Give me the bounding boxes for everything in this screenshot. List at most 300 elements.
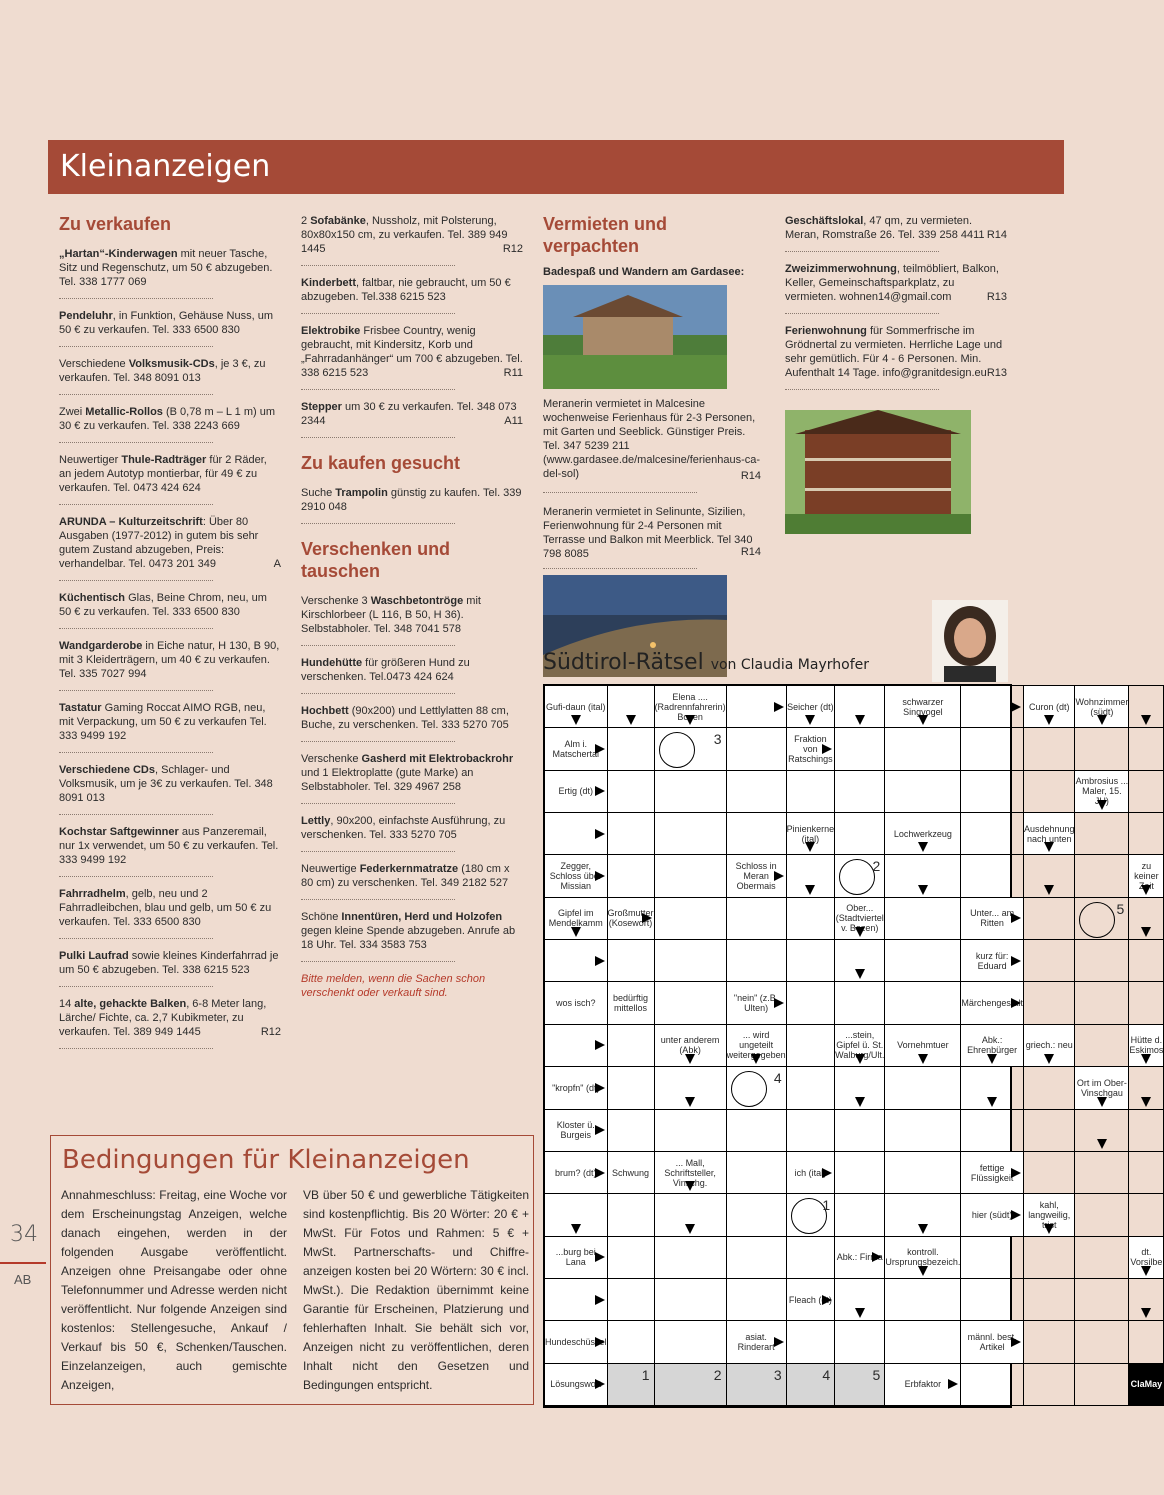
clue-text: ...burg bei Lana [555, 1247, 596, 1268]
crossword-cell[interactable] [1074, 1320, 1129, 1363]
solution-index: 5 [1116, 900, 1125, 917]
column-vermieten [543, 213, 761, 677]
arrow-icon [1011, 1168, 1021, 1178]
clue-text: dt. Vorsilbe [1130, 1247, 1163, 1268]
arrow-icon [855, 927, 865, 937]
ad-bold: Ferienwohnung [785, 325, 867, 337]
crossword-cell[interactable] [654, 770, 727, 813]
crossword-cell[interactable] [654, 1278, 727, 1321]
clue-text: Märchengestalt [961, 998, 1023, 1009]
solution-number: 1 [641, 1366, 650, 1383]
crossword-clue [834, 897, 885, 940]
crossword-cell[interactable] [786, 939, 836, 982]
crossword-cell[interactable] [834, 1363, 885, 1406]
clue-text: wos isch? [556, 998, 596, 1009]
arrow-icon [685, 1054, 695, 1064]
crossword-clue [960, 1193, 1024, 1236]
crossword-cell[interactable] [960, 1109, 1024, 1152]
arrow-icon [1141, 1308, 1151, 1318]
clue-text: zu keiner Zeit [1134, 861, 1159, 892]
crossword-cell[interactable] [654, 981, 727, 1024]
ad-item: Kochstar Saftgewinner aus Panzeremail, nur 1x verwendet, um 50 € zu verkaufen. Tel. 333 9499 192 [59, 825, 281, 877]
crossword-cell[interactable] [1023, 770, 1076, 813]
arrow-icon [642, 913, 652, 923]
crossword-cell[interactable] [834, 727, 885, 770]
ad-bold: Pulki Laufrad [59, 950, 129, 962]
crossword-cell[interactable] [786, 1024, 836, 1067]
ad-code: R12 [260, 1026, 281, 1038]
ad-item: Fahrradhelm, gelb, neu und 2 Fahrradleibchen, blau und gelb, um 50 € zu verkaufen. Tel. 333 6500 830 [59, 887, 281, 939]
crossword-grid[interactable] [543, 684, 1164, 1408]
ad-code: R13 [986, 291, 1007, 303]
crossword-cell[interactable] [834, 854, 885, 897]
conditions-left: Annahmeschluss: Freitag, eine Woche vor dem Erscheinungstag Anzeigen, welche danach eingehen, werden in der folgenden Ausgabe veröffentlicht. Anzeigen ohne Preisangabe oder ohne Telefonnummer und Adresse werden nicht veröffentlicht. Nur folgende Anzeigen sind kostenlos: Stellengesuche, Ankauf / Verkauf bis 50 €, Schenken/Tauschen. Einzelanzeigen, auch gemischte Anzeigen, [61, 1188, 287, 1392]
crossword-cell[interactable] [884, 727, 961, 770]
crossword-cell[interactable] [1074, 1151, 1129, 1194]
crossword-clue [654, 685, 727, 728]
crossword-cell[interactable] [834, 1193, 885, 1236]
ad-item: Neuwertiger Thule-Radträger für 2 Räder, an jedem Autotyp montierbar, für 49 € zu verkaufen. Tel. 0473 424 624 [59, 453, 281, 505]
crossword-cell[interactable] [544, 812, 608, 855]
crossword-cell[interactable] [1023, 981, 1076, 1024]
solution-number: 5 [872, 1366, 881, 1383]
crossword-cell[interactable] [544, 939, 608, 982]
arrow-icon [685, 1097, 695, 1107]
arrow-icon [987, 1054, 997, 1064]
crossword-cell[interactable] [1074, 1363, 1129, 1406]
crossword-cell[interactable] [607, 1024, 655, 1067]
crossword-cell[interactable] [654, 897, 727, 940]
arrow-icon [1011, 1337, 1021, 1347]
crossword-cell[interactable] [884, 1109, 961, 1152]
ad-item: Zwei Metallic-Rollos (B 0,78 m – L 1 m) um 30 € zu verkaufen. Tel. 338 2243 669 [59, 405, 281, 443]
section-banner [48, 140, 1064, 194]
ad-bold: Trampolin [335, 487, 388, 499]
arrow-icon [1044, 885, 1054, 895]
ad-code: A [273, 558, 281, 570]
crossword-cell[interactable] [960, 1278, 1024, 1321]
crossword-cell[interactable] [1128, 812, 1164, 855]
crossword-cell[interactable] [1023, 1278, 1076, 1321]
arrow-icon [1097, 1139, 1107, 1149]
crossword-cell[interactable] [726, 1363, 787, 1406]
arrow-icon [805, 715, 815, 725]
crossword-cell[interactable] [884, 854, 961, 897]
crossword-cell[interactable] [726, 685, 787, 728]
crossword-cell[interactable] [834, 939, 885, 982]
crossword-cell[interactable] [607, 1236, 655, 1279]
crossword-cell[interactable] [1074, 981, 1129, 1024]
arrow-icon [774, 702, 784, 712]
crossword-cell[interactable] [834, 981, 885, 1024]
crossword-cell[interactable] [884, 981, 961, 1024]
page-number: 34 [10, 1222, 38, 1247]
arrow-icon [595, 829, 605, 839]
arrow-icon [1141, 885, 1151, 895]
ad-bold: „Hartan“-Kinderwagen [59, 248, 178, 260]
crossword-cell[interactable] [960, 1363, 1024, 1406]
clue-text: Ober... (Stadtviertel v. Bozen) [835, 903, 884, 934]
crossword-cell[interactable] [1023, 1151, 1076, 1194]
crossword-cell[interactable] [607, 727, 655, 770]
arrow-icon [595, 1168, 605, 1178]
column-4 [785, 214, 1007, 400]
ad-bold: Zweizimmerwohnung [785, 263, 897, 275]
arrow-icon [751, 1054, 761, 1064]
crossword-cell[interactable] [726, 727, 787, 770]
crossword-cell[interactable] [654, 727, 727, 770]
crossword-cell[interactable] [834, 812, 885, 855]
crossword-cell[interactable] [960, 1066, 1024, 1109]
conditions-box [50, 1135, 534, 1405]
crossword-cell[interactable] [607, 1066, 655, 1109]
ad-item: Tastatur Gaming Roccat AIMO RGB, neu, mit Verpackung, um 50 € zu verkaufen Tel. 333 9499 192 [59, 701, 281, 753]
crossword-cell[interactable] [1023, 897, 1076, 940]
crossword-cell[interactable] [786, 981, 836, 1024]
clue-text: Großmutter (Kosewort) [607, 908, 654, 929]
crossword-cell[interactable] [1074, 1278, 1129, 1321]
arrow-icon [872, 1252, 882, 1262]
arrow-icon [822, 744, 832, 754]
ad-bold: Kochstar Saftgewinner [59, 826, 179, 838]
arrow-icon [1097, 800, 1107, 810]
crossword-cell[interactable] [726, 939, 787, 982]
crossword-cell[interactable] [654, 812, 727, 855]
crossword-cell[interactable] [607, 1109, 655, 1152]
section-heading-zu-verkaufen: Zu verkaufen [59, 214, 172, 234]
crossword-cell[interactable] [726, 1109, 787, 1152]
clue-text: kontroll. Ursprungsbezeich. [885, 1247, 961, 1268]
ad-bold: ARUNDA – Kulturzeitschrift [59, 516, 203, 528]
ad-item: Neuwertige Federkernmatratze (180 cm x 80 cm) zu verschenken. Tel. 349 2182 527 [301, 862, 523, 900]
arrow-icon [1141, 927, 1151, 937]
clue-text: Ambrosius ... Maler, 15. JH) [1075, 776, 1129, 807]
crossword-clue [544, 854, 608, 897]
ad-bold: Sofabänke [310, 215, 366, 227]
arrow-icon [774, 1337, 784, 1347]
ad-item: Hundehütte für größeren Hund zu verschenken. Tel.0473 424 624 [301, 656, 523, 694]
crossword-cell[interactable] [726, 1193, 787, 1236]
crossword-cell[interactable] [607, 1363, 655, 1406]
crossword-clue [544, 685, 608, 728]
arrow-icon [1011, 913, 1021, 923]
notice-text: Bitte melden, wenn die Sachen schon verschenkt oder verkauft sind. [301, 973, 486, 999]
section-heading-vermieten: Vermieten und verpachten [543, 214, 668, 256]
clue-text: griech.: neu [1025, 1040, 1073, 1051]
crossword-cell[interactable] [884, 1320, 961, 1363]
crossword-cell[interactable] [1128, 1066, 1164, 1109]
ad-item: Kinderbett, faltbar, nie gebraucht, um 50 € abzugeben. Tel.338 6215 523 [301, 276, 523, 314]
crossword-cell[interactable] [1074, 1109, 1129, 1152]
crossword-cell[interactable] [544, 1278, 608, 1321]
solution-circle [659, 732, 695, 768]
crossword-cell[interactable] [884, 770, 961, 813]
crossword-cell[interactable] [786, 1109, 836, 1152]
crossword-clue [1128, 854, 1164, 897]
solution-number: 2 [713, 1366, 722, 1383]
ad-item: Schöne Innentüren, Herd und Holzofen gegen kleine Spende abzugeben. Anrufe ab 18 Uhr. Tel. 334 3583 753 [301, 910, 523, 962]
crossword-cell[interactable] [960, 727, 1024, 770]
crossword-cell[interactable] [1074, 1024, 1129, 1067]
crossword-cell[interactable] [1074, 939, 1129, 982]
clue-text: kahl, langweilig, trist [1028, 1199, 1071, 1230]
clue-text: unter anderem (Abk) [660, 1035, 720, 1056]
arrow-icon [571, 927, 581, 937]
crossword-cell[interactable] [1128, 1193, 1164, 1236]
crossword-cell[interactable] [654, 1320, 727, 1363]
crossword-cell[interactable] [1023, 1109, 1076, 1152]
crossword-cell[interactable] [786, 1236, 836, 1279]
ad-bold: Hundehütte [301, 657, 363, 669]
crossword-clue [786, 727, 836, 770]
arrow-icon [987, 1097, 997, 1107]
crossword-cell[interactable] [834, 770, 885, 813]
clue-text: Erbfaktor [904, 1379, 942, 1390]
crossword-cell[interactable] [786, 1363, 836, 1406]
author-photo [932, 600, 1008, 682]
crossword-cell[interactable] [726, 770, 787, 813]
crossword-clue [960, 1320, 1024, 1363]
clue-text: brum? (dt) [555, 1167, 597, 1178]
crossword-cell[interactable] [607, 812, 655, 855]
clue-text: Unter... am Ritten [970, 908, 1015, 929]
ad-item: „Hartan“-Kinderwagen mit neuer Tasche, Sitz und Regenschutz, um 50 € abzugeben. Tel. 338 1777 069 [59, 247, 281, 299]
crossword-cell[interactable] [786, 770, 836, 813]
crossword-cell[interactable] [960, 770, 1024, 813]
crossword-cell[interactable] [654, 1363, 727, 1406]
solution-number: 4 [822, 1366, 831, 1383]
crossword-cell[interactable] [654, 1109, 727, 1152]
crossword-cell[interactable] [544, 1024, 608, 1067]
crossword-clue [544, 770, 608, 813]
crossword-cell[interactable] [960, 1236, 1024, 1279]
crossword-cell[interactable] [884, 1193, 961, 1236]
ad-bold: Wandgarderobe [59, 640, 143, 652]
crossword-clue [1128, 1024, 1164, 1067]
crossword-cell[interactable] [960, 685, 1024, 728]
puzzle-title: Südtirol-Rätsel von Claudia Mayrhofer [543, 650, 869, 675]
crossword-cell[interactable] [1074, 897, 1129, 940]
crossword-cell[interactable] [834, 1278, 885, 1321]
crossword-cell[interactable] [726, 812, 787, 855]
clue-text: Ort im Ober-Vinschgau [1076, 1077, 1127, 1098]
ad-item: Pulki Laufrad sowie kleines Kinderfahrrad je um 50 € abzugeben. Tel. 338 6215 523 [59, 949, 281, 987]
clue-text: Wohnzimmer (südt) [1075, 696, 1129, 717]
crossword-cell[interactable] [884, 1151, 961, 1194]
crossword-clue [786, 685, 836, 728]
crossword-cell[interactable] [884, 939, 961, 982]
crossword-cell[interactable] [1128, 770, 1164, 813]
crossword-cell[interactable] [654, 939, 727, 982]
clue-text: Elena .... (Radrennfahrerin) Bozen [654, 691, 726, 722]
ad-bold: Waschbetontröge [370, 595, 464, 607]
crossword-clue [1023, 1193, 1076, 1236]
crossword-cell[interactable] [607, 685, 655, 728]
crossword-clue [1074, 685, 1129, 728]
arrow-icon [918, 1266, 928, 1276]
crossword-cell[interactable] [786, 897, 836, 940]
crossword-clue [607, 981, 655, 1024]
ad-item: 2 Sofabänke, Nussholz, mit Polsterung, 80x80x150 cm, zu verkaufen. Tel. 389 949 1445 R12 [301, 214, 523, 266]
solution-index: 2 [872, 858, 881, 875]
crossword-cell[interactable] [1074, 1193, 1129, 1236]
arrow-icon [595, 1083, 605, 1093]
crossword-clue [1128, 1236, 1164, 1279]
crossword-cell[interactable] [786, 1066, 836, 1109]
crossword-cell[interactable] [834, 1066, 885, 1109]
crossword-cell[interactable] [1023, 1363, 1076, 1406]
ad-item: Hochbett (90x200) und Lettlylatten 88 cm, Buche, zu verschenken. Tel. 333 5270 705 [301, 704, 523, 742]
conditions-title: Bedingungen für Kleinanzeigen [62, 1145, 470, 1175]
ad-bold: Thule-Radträger [121, 454, 207, 466]
puzzle-author: von Claudia Mayrhofer [710, 657, 869, 673]
crossword-cell[interactable] [834, 1320, 885, 1363]
crossword-cell[interactable] [607, 1278, 655, 1321]
crossword-cell[interactable] [544, 1193, 608, 1236]
ad-subheading: Badespaß und Wandern am Gardasee: [543, 266, 745, 278]
crossword-cell[interactable] [607, 1320, 655, 1363]
crossword-cell[interactable] [1074, 1236, 1129, 1279]
column-zu-verkaufen [59, 213, 281, 1059]
ad-item: Pendeluhr, in Funktion, Gehäuse Nuss, um 50 € zu verkaufen. Tel. 333 6500 830 [59, 309, 281, 347]
crossword-clue [960, 939, 1024, 982]
crossword-clue [726, 981, 787, 1024]
clue-text: hier (südt) [971, 1209, 1013, 1220]
clue-text: Gufi-daun (ital) [546, 701, 606, 712]
clue-text: asiat. Rinderart [737, 1331, 775, 1352]
crossword-cell[interactable] [1023, 1066, 1076, 1109]
clue-text: Schloss in Meran Obermais [735, 861, 777, 892]
crossword-cell[interactable] [884, 1278, 961, 1321]
crossword-cell[interactable] [1128, 685, 1164, 728]
crossword-cell[interactable] [1128, 897, 1164, 940]
clue-text: Fraktion von Ratschings [788, 734, 833, 765]
crossword-cell[interactable] [726, 897, 787, 940]
arrow-icon [595, 1040, 605, 1050]
crossword-cell[interactable] [1023, 939, 1076, 982]
crossword-clue [607, 897, 655, 940]
ad-code: R13 [986, 367, 1007, 379]
arrow-icon [571, 715, 581, 725]
ad-code: R14 [740, 546, 761, 558]
crossword-clue [884, 812, 961, 855]
crossword-cell[interactable] [1074, 812, 1129, 855]
crossword-cell[interactable] [786, 1320, 836, 1363]
clue-text: schwarzer Singvogel [902, 696, 944, 717]
crossword-cell[interactable] [1023, 854, 1076, 897]
ad-bold: Geschäftslokal [785, 215, 864, 227]
clue-text: ... Mall, Schriftsteller, Vinschg. [664, 1157, 716, 1188]
arrow-icon [822, 1168, 832, 1178]
crossword-cell[interactable] [1128, 981, 1164, 1024]
crossword-cell[interactable] [654, 854, 727, 897]
clue-text: Abk.: Ehrenbürger [967, 1035, 1018, 1056]
crossword-clue [544, 727, 608, 770]
crossword-cell[interactable] [1023, 727, 1076, 770]
arrow-icon [685, 1181, 695, 1191]
arrow-icon [571, 1224, 581, 1234]
crossword-cell[interactable] [1074, 727, 1129, 770]
crossword-cell[interactable] [607, 770, 655, 813]
crossword-cell[interactable] [1128, 939, 1164, 982]
arrow-icon [595, 786, 605, 796]
ad-code: R14 [986, 229, 1007, 241]
crossword-cell[interactable] [960, 854, 1024, 897]
clue-text: bedürftig mittellos [613, 993, 649, 1014]
ad-bold: Gasherd mit Elektrobackrohr [361, 753, 514, 765]
crossword-cell[interactable] [884, 1066, 961, 1109]
crossword-cell[interactable] [1128, 1320, 1164, 1363]
crossword-cell[interactable] [1128, 1278, 1164, 1321]
crossword-cell[interactable] [654, 1193, 727, 1236]
crossword-clue [786, 1278, 836, 1321]
crossword-cell[interactable] [1023, 1236, 1076, 1279]
arrow-icon [595, 1125, 605, 1135]
clue-text: Vornehmtuer [897, 1040, 949, 1051]
crossword-cell[interactable] [1128, 1151, 1164, 1194]
crossword-cell[interactable] [607, 939, 655, 982]
crossword-cell[interactable] [726, 1278, 787, 1321]
crossword-clue [1023, 812, 1076, 855]
crossword-cell[interactable] [607, 854, 655, 897]
crossword-cell[interactable] [654, 1066, 727, 1109]
crossword-cell[interactable] [654, 1236, 727, 1279]
arrow-icon [918, 1054, 928, 1064]
crossword-clue [786, 812, 836, 855]
arrow-icon [1011, 998, 1021, 1008]
solution-circle [839, 859, 875, 895]
ad-malcesine: Meranerin vermietet in Malcesine wochenweise Ferienhaus für 2-3 Personen, mit Garten und Seeblick. Günstiger Preis. Tel. 347 5239 211 (www.gardasee.de/malcesine/ferienhaus-ca-del-sol) R14 [543, 397, 761, 493]
arrow-icon [595, 1252, 605, 1262]
ad-bold: Pendeluhr [59, 310, 113, 322]
crossword-clue [834, 1236, 885, 1279]
crossword-cell[interactable] [726, 1066, 787, 1109]
crossword-cell[interactable] [960, 812, 1024, 855]
crossword-clue [726, 1024, 787, 1067]
crossword-cell[interactable] [834, 1151, 885, 1194]
crossword-clue [884, 1363, 961, 1406]
ad-item: Suche Trampolin günstig zu kaufen. Tel. 339 2910 048 [301, 486, 523, 524]
ad-item: Verschenke Gasherd mit Elektrobackrohr und 1 Elektroplatte (gute Marke) an Selbstabholer. Tel. 329 4967 258 [301, 752, 523, 804]
crossword-clue [960, 1024, 1024, 1067]
crossword-cell[interactable] [786, 854, 836, 897]
crossword-cell[interactable] [884, 897, 961, 940]
arrow-icon [1044, 842, 1054, 852]
crossword-clue [544, 1151, 608, 1194]
solution-index: 4 [773, 1070, 782, 1087]
crossword-cell[interactable] [726, 1151, 787, 1194]
crossword-clue [654, 1024, 727, 1067]
ad-bold: Elektrobike [301, 325, 361, 337]
crossword-cell[interactable] [834, 1109, 885, 1152]
crossword-cell[interactable] [834, 685, 885, 728]
crossword-cell[interactable] [786, 1193, 836, 1236]
photo-ferienhaus [543, 285, 727, 389]
ad-item: Lettly, 90x200, einfachste Ausführung, zu verschenken. Tel. 333 5270 705 [301, 814, 523, 852]
crossword-clue [544, 1109, 608, 1152]
clue-text: Ertig (dt) [558, 786, 594, 797]
arrow-icon [1141, 715, 1151, 725]
crossword-cell[interactable] [607, 1193, 655, 1236]
crossword-cell[interactable] [1074, 854, 1129, 897]
clue-text: Ausdehnung nach unten [1023, 823, 1075, 844]
crossword-cell[interactable] [1128, 727, 1164, 770]
crossword-cell[interactable] [726, 1236, 787, 1279]
crossword-cell[interactable] [1023, 1320, 1076, 1363]
crossword-cell[interactable] [1128, 1109, 1164, 1152]
clue-text: ...stein, Gipfel ü. St. Walburg/Ult. [835, 1030, 885, 1061]
arrow-icon [685, 1224, 695, 1234]
